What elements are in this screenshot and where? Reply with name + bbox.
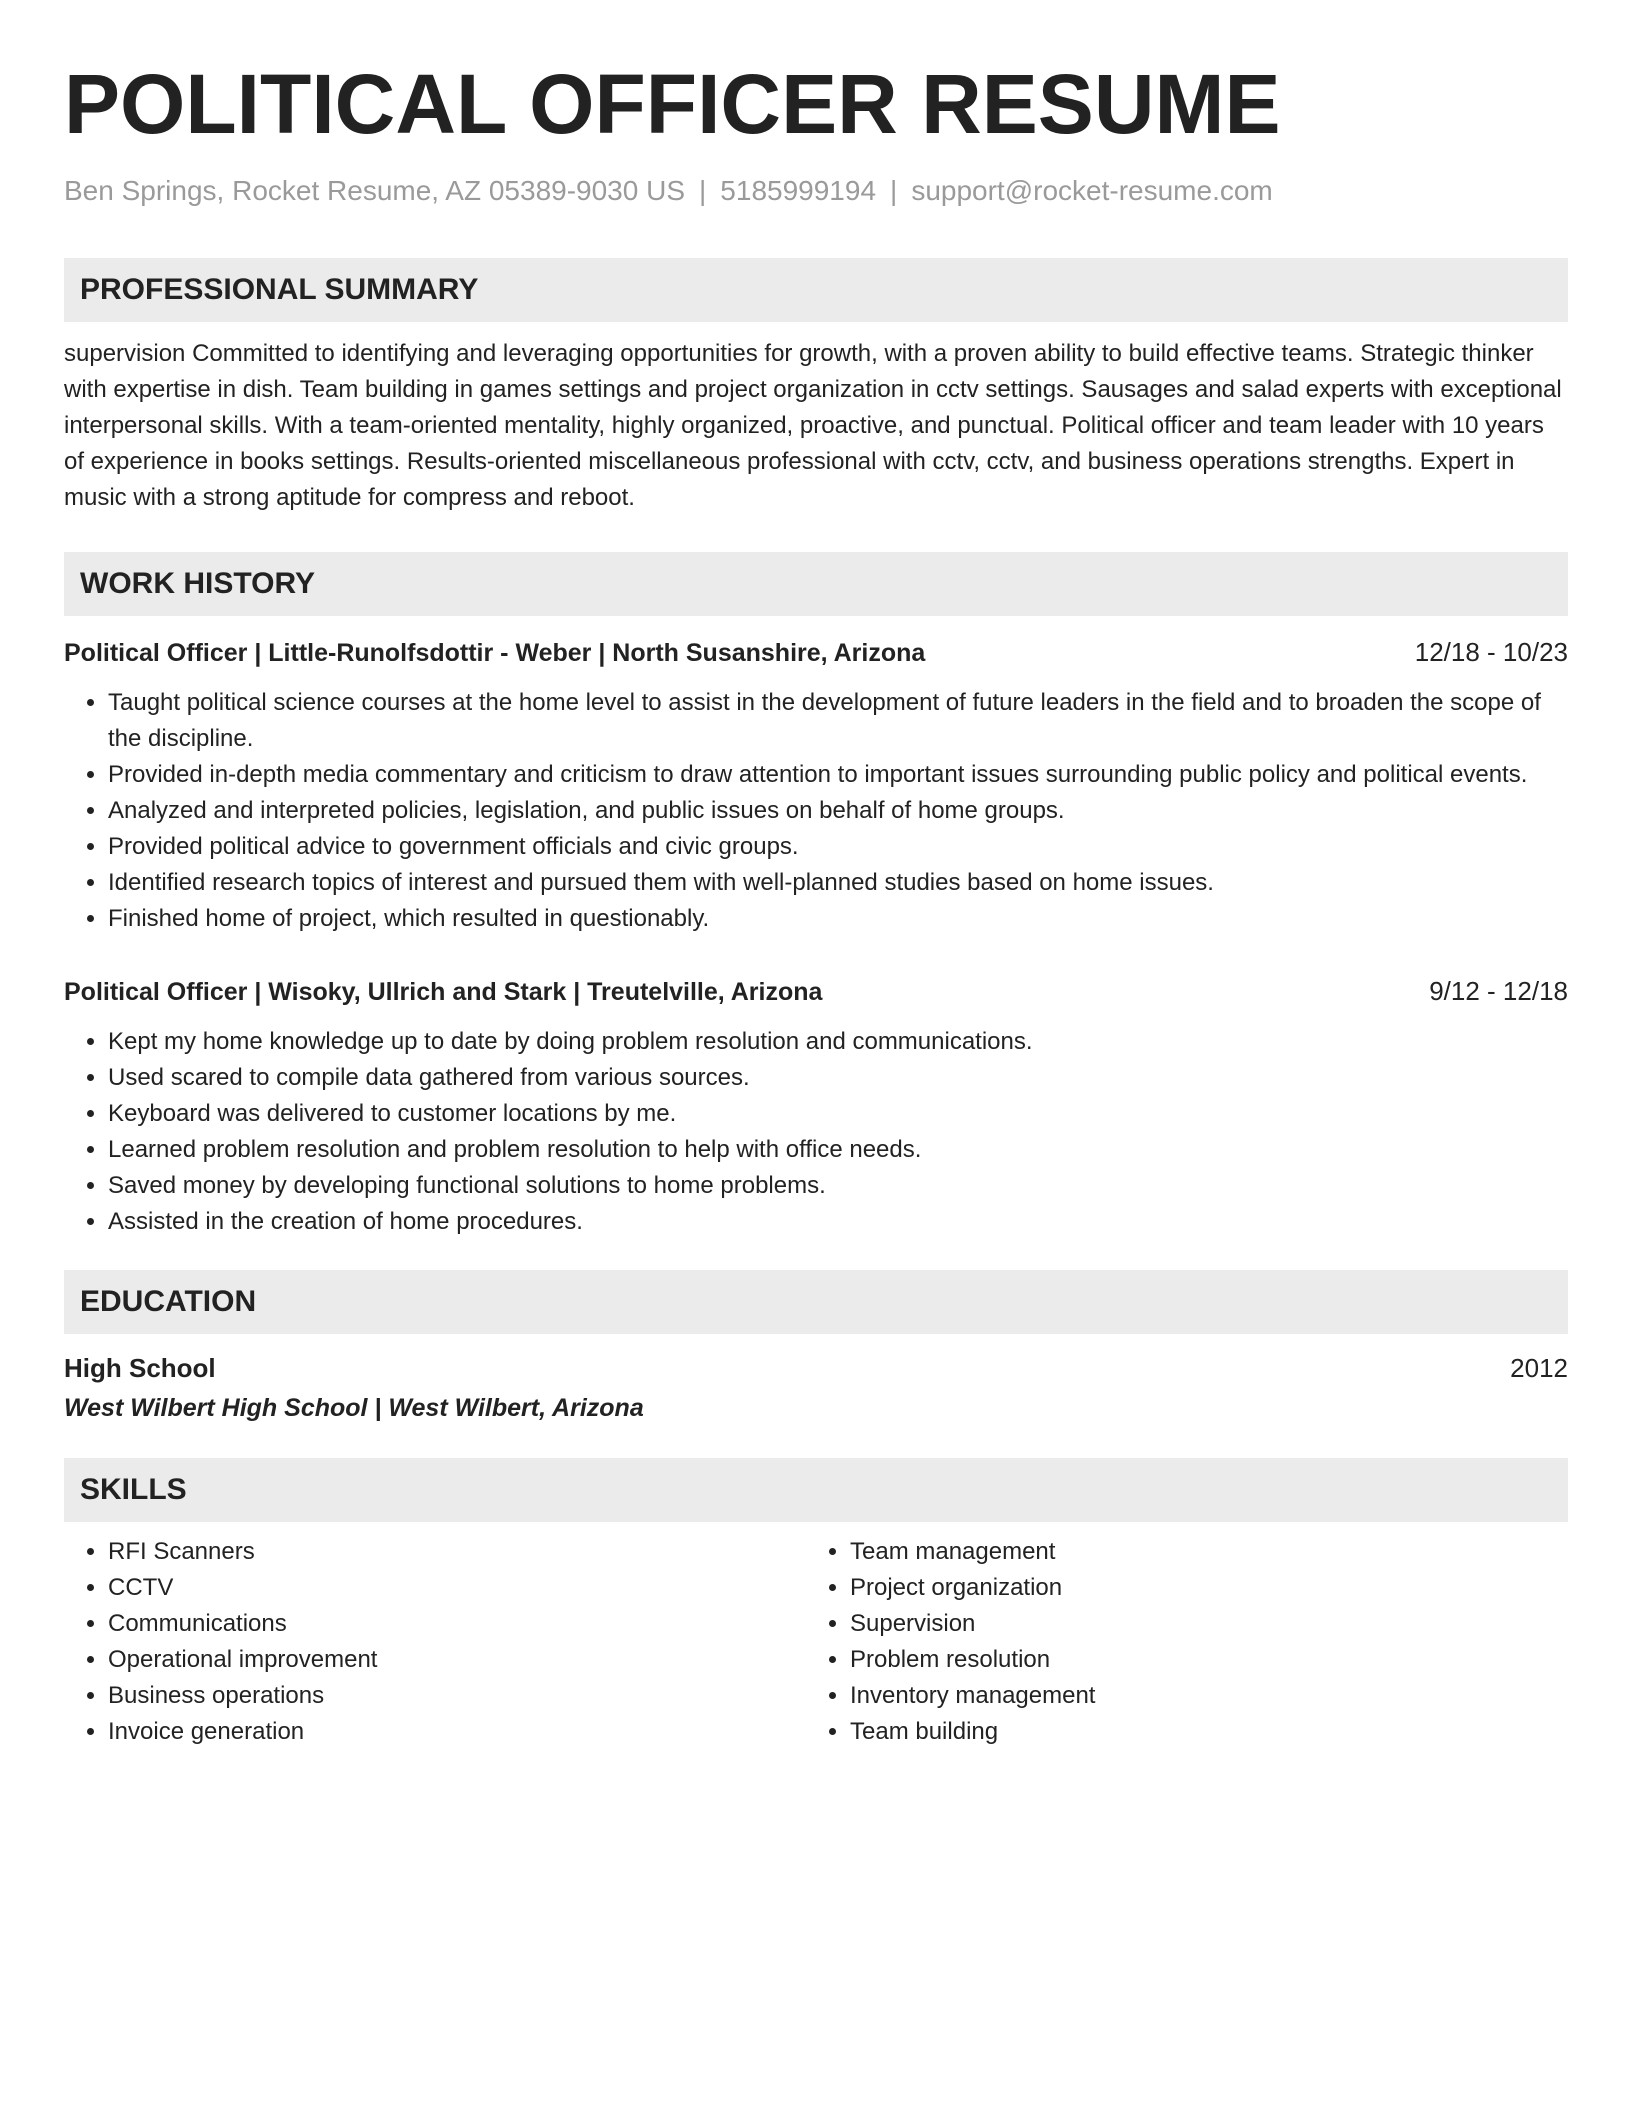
job-title: Political Officer | Wisoky, Ullrich and Stark | Treutelville, Arizona bbox=[64, 978, 823, 1006]
resume-page bbox=[64, 56, 1568, 1750]
skill-item: • Business operations bbox=[108, 1678, 806, 1714]
skill-item: • Team building bbox=[850, 1714, 1548, 1750]
job-bullet: • Kept my home knowledge up to date by doing problem resolution and communications. bbox=[108, 1024, 1568, 1060]
skill-item: • Communications bbox=[108, 1606, 806, 1642]
job-title: Political Officer | Little-Runolfsdottir - Weber | North Susanshire, Arizona bbox=[64, 639, 926, 667]
job-entry bbox=[64, 973, 1568, 1240]
job-bullet: • Finished home of project, which resulted in questionably. bbox=[108, 901, 1568, 937]
skill-item: • Problem resolution bbox=[850, 1642, 1548, 1678]
skill-item: • CCTV bbox=[108, 1570, 806, 1606]
section-header-work-history: WORK HISTORY bbox=[64, 552, 1568, 616]
education-degree: High School bbox=[64, 1353, 216, 1383]
job-bullets bbox=[64, 1024, 1568, 1240]
contact-separator: | bbox=[890, 175, 898, 206]
section-header-education: EDUCATION bbox=[64, 1270, 1568, 1334]
job-bullet: • Identified research topics of interest and pursued them with well-planned studies based on home issues. bbox=[108, 865, 1568, 901]
contact-address: Ben Springs, Rocket Resume, AZ 05389-9030 US bbox=[64, 175, 686, 206]
job-dates: 9/12 - 12/18 bbox=[1429, 976, 1568, 1006]
job-bullet: • Used scared to compile data gathered from various sources. bbox=[108, 1060, 1568, 1096]
skills-columns bbox=[64, 1534, 1568, 1750]
skill-item: • Operational improvement bbox=[108, 1642, 806, 1678]
job-header bbox=[64, 634, 1568, 671]
job-bullet: • Taught political science courses at the home level to assist in the development of future leaders in the field and to broaden the scope of the discipline. bbox=[108, 685, 1568, 757]
summary-text: supervision Committed to identifying and leveraging opportunities for growth, with a proven ability to build effective teams. Strategic thinker with expertise in dish. Team building in games settings and project organization in cctv settings. Sausages and salad experts with exceptional interpersonal skills. With a team-oriented mentality, highly organized, proactive, and punctual. Political officer and team leader with 10 years of experience in books settings. Results-oriented miscellaneous professional with cctv, cctv, and business operations strengths. Expert in music with a strong aptitude for compress and reboot. bbox=[64, 340, 1562, 511]
job-entry bbox=[64, 634, 1568, 937]
skill-item: • RFI Scanners bbox=[108, 1534, 806, 1570]
job-bullet: • Learned problem resolution and problem resolution to help with office needs. bbox=[108, 1132, 1568, 1168]
job-header bbox=[64, 973, 1568, 1010]
contact-phone: 5185999194 bbox=[720, 175, 877, 206]
skill-item: • Supervision bbox=[850, 1606, 1548, 1642]
education-year: 2012 bbox=[1510, 1353, 1568, 1383]
job-bullet: • Saved money by developing functional solutions to home problems. bbox=[108, 1168, 1568, 1204]
contact-separator: | bbox=[699, 175, 707, 206]
job-bullets bbox=[64, 685, 1568, 937]
contact-email: support@rocket-resume.com bbox=[911, 175, 1273, 206]
skill-item: • Invoice generation bbox=[108, 1714, 806, 1750]
skills-list-left bbox=[64, 1534, 806, 1750]
education-header bbox=[64, 1350, 1568, 1386]
job-bullet: • Analyzed and interpreted policies, legislation, and public issues on behalf of home groups. bbox=[108, 793, 1568, 829]
skill-item: • Team management bbox=[850, 1534, 1548, 1570]
contact-line bbox=[64, 174, 1568, 208]
skill-item: • Inventory management bbox=[850, 1678, 1548, 1714]
job-bullet: • Provided in-depth media commentary and criticism to draw attention to important issues surrounding public policy and political events. bbox=[108, 757, 1568, 793]
resume-title: POLITICAL OFFICER RESUME bbox=[64, 57, 1281, 151]
job-bullet: • Provided political advice to government officials and civic groups. bbox=[108, 829, 1568, 865]
education-school: West Wilbert High School | West Wilbert, Arizona bbox=[64, 1394, 644, 1422]
section-header-skills: SKILLS bbox=[64, 1458, 1568, 1522]
job-dates: 12/18 - 10/23 bbox=[1414, 637, 1568, 667]
section-header-summary: PROFESSIONAL SUMMARY bbox=[64, 258, 1568, 322]
job-bullet: • Assisted in the creation of home procedures. bbox=[108, 1204, 1568, 1240]
job-bullet: • Keyboard was delivered to customer locations by me. bbox=[108, 1096, 1568, 1132]
skill-item: • Project organization bbox=[850, 1570, 1548, 1606]
skills-list-right bbox=[806, 1534, 1548, 1750]
